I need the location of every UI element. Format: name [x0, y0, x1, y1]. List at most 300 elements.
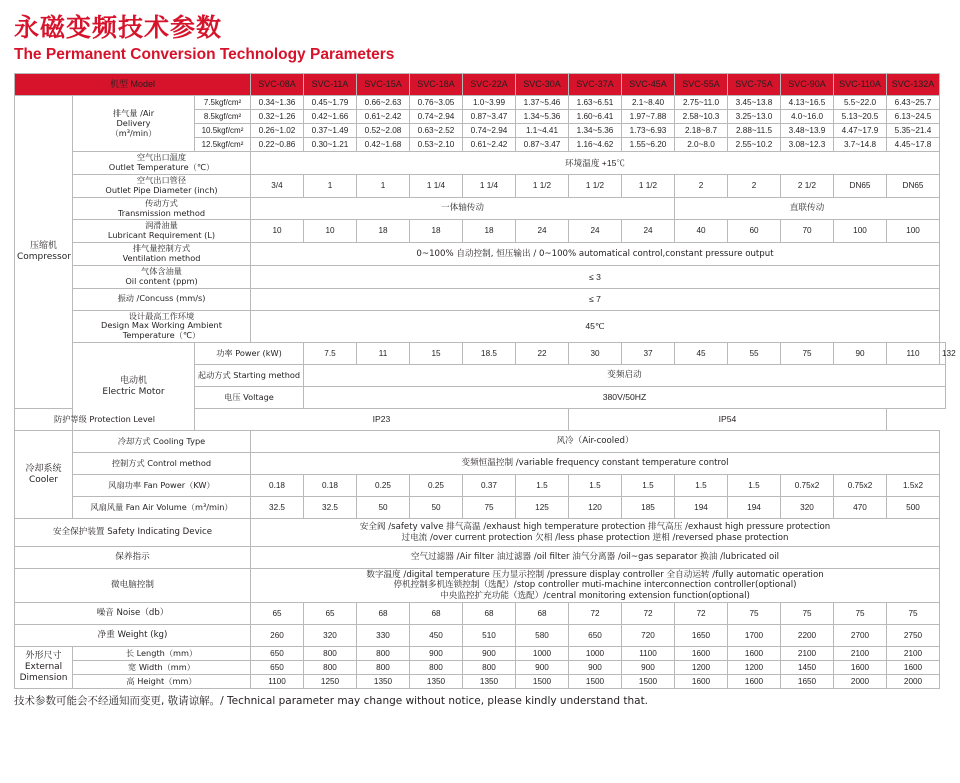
cell: 1650	[781, 674, 834, 688]
cell: 2.55~10.2	[728, 138, 781, 152]
cell: 2100	[887, 646, 940, 660]
delivery-label-mid: Delivery	[116, 117, 151, 128]
cell: 4.45~17.8	[887, 138, 940, 152]
model-col-0: SVC-08A	[251, 74, 304, 96]
group-dimension-cn: 外形尺寸	[25, 651, 62, 662]
table-row-transmission	[15, 197, 946, 220]
group-motor-cn: 电动机	[119, 375, 147, 386]
cell: 800	[463, 660, 516, 674]
cell: 75	[781, 602, 834, 624]
cell: 6.13~24.5	[887, 110, 940, 124]
cell: 1.5	[675, 475, 728, 497]
table-row-microcomputer	[15, 569, 946, 603]
cell: 68	[463, 602, 516, 624]
control-method-value: 变频恒温控制 /variable frequency constant temperature control	[251, 453, 940, 475]
row-label-voltage: 电压 Voltage	[195, 387, 304, 409]
row-label-concuss	[73, 288, 251, 310]
cell: 650	[569, 624, 622, 646]
cell: 0.75x2	[781, 475, 834, 497]
cell: 0.22~0.86	[251, 138, 304, 152]
table-row-maintenance	[15, 547, 946, 569]
cell: 0.76~3.05	[410, 96, 463, 110]
row-label-oil-content	[73, 265, 251, 288]
cell: 1.60~6.41	[569, 110, 622, 124]
cell: 75	[781, 343, 834, 365]
row-label-lubricant	[73, 220, 251, 243]
cell: 0.37	[463, 475, 516, 497]
cell: 900	[622, 660, 675, 674]
model-col-8: SVC-55A	[675, 74, 728, 96]
model-col-4: SVC-22A	[463, 74, 516, 96]
cell: 1350	[357, 674, 410, 688]
cell: 1.5	[569, 475, 622, 497]
cell: 18.5	[463, 343, 516, 365]
cell: 40	[675, 220, 728, 243]
cell: 120	[569, 497, 622, 519]
cell: 1 1/4	[410, 175, 463, 198]
cell: 0.52~2.08	[357, 124, 410, 138]
cell: 2.1~8.40	[622, 96, 675, 110]
cell: 1.16~4.62	[569, 138, 622, 152]
table-row-protection-level	[15, 409, 946, 431]
cell: 72	[675, 602, 728, 624]
row-label-length: 长 Length（mm）	[73, 646, 251, 660]
cell: 55	[728, 343, 781, 365]
cell: 2.88~11.5	[728, 124, 781, 138]
oil-content-value: ≤ 3	[251, 265, 940, 288]
cell: 1600	[728, 646, 781, 660]
table-row-width	[15, 660, 946, 674]
cell: 50	[357, 497, 410, 519]
cell: 1.5	[516, 475, 569, 497]
cell: 0.61~2.42	[463, 138, 516, 152]
cell: 0.66~2.63	[357, 96, 410, 110]
cell: 580	[516, 624, 569, 646]
cell: 0.34~1.36	[251, 96, 304, 110]
cell: 0.25	[410, 475, 463, 497]
cell: 0.37~1.49	[304, 124, 357, 138]
cell: 1 1/2	[516, 175, 569, 198]
delivery-sub-1: 8.5kgf/cm²	[195, 110, 251, 124]
cell: 1600	[728, 674, 781, 688]
cell: 110	[887, 343, 940, 365]
ventilation-label-en: Ventilation method	[122, 252, 201, 263]
table-row-weight	[15, 624, 946, 646]
cell: 185	[622, 497, 675, 519]
ventilation-label-cn: 排气量控制方式	[132, 243, 191, 254]
cell: 60	[728, 220, 781, 243]
table-row-fan-air-volume	[15, 497, 946, 519]
delivery-sub-0: 7.5kgf/cm²	[195, 96, 251, 110]
model-col-2: SVC-15A	[357, 74, 410, 96]
row-label-noise: 噪音 Noise（db）	[15, 602, 251, 624]
page-title-cn: 永磁变频技术参数	[14, 13, 223, 42]
table-row-outlet-temp	[15, 152, 946, 175]
cell: 65	[304, 602, 357, 624]
row-label-microcomputer: 微电脑控制	[15, 569, 251, 603]
table-row-oil-content	[15, 265, 946, 288]
cell: 900	[569, 660, 622, 674]
cell: 2000	[887, 674, 940, 688]
oil-content-label-cn: 气体含油量	[141, 265, 182, 276]
starting-value: 变频启动	[304, 365, 946, 387]
ambient-label-en: Design Max Working Ambient Temperature（℃）	[101, 320, 222, 341]
delivery-label-cn: 排气量 /Air	[112, 108, 155, 119]
transmission-value-1: 一体轴传动	[251, 197, 675, 220]
cell: 0.26~1.02	[251, 124, 304, 138]
row-label-cooling-type: 冷却方式 Cooling Type	[73, 431, 251, 453]
oil-content-label-en: Oil content (ppm)	[125, 275, 198, 286]
model-col-10: SVC-90A	[781, 74, 834, 96]
group-dimension	[15, 646, 73, 688]
cell: DN65	[834, 175, 887, 198]
cell: 900	[463, 646, 516, 660]
cell: 2	[675, 175, 728, 198]
cell: 68	[357, 602, 410, 624]
cell: 450	[410, 624, 463, 646]
cell: 800	[357, 646, 410, 660]
table-row-power	[15, 343, 946, 365]
cell: 900	[410, 646, 463, 660]
cell: 68	[516, 602, 569, 624]
cell: 4.13~16.5	[781, 96, 834, 110]
cell: 0.32~1.26	[251, 110, 304, 124]
cell: 1	[357, 175, 410, 198]
cell: 1 1/2	[569, 175, 622, 198]
cell: 1000	[569, 646, 622, 660]
table-row-control-method	[15, 453, 946, 475]
voltage-value: 380V/50HZ	[304, 387, 946, 409]
cell: 1200	[728, 660, 781, 674]
transmission-label-en: Transmission method	[117, 207, 206, 218]
table-row-ventilation	[15, 243, 946, 266]
concuss-value: ≤ 7	[251, 288, 940, 310]
page-title-en: The Permanent Conversion Technology Parameters	[14, 46, 395, 64]
cell: 1100	[251, 674, 304, 688]
cell: 0.74~2.94	[463, 124, 516, 138]
cell: 800	[410, 660, 463, 674]
cell: 1700	[728, 624, 781, 646]
model-col-7: SVC-45A	[622, 74, 675, 96]
cell: 10	[251, 220, 304, 243]
cell: 11	[357, 343, 410, 365]
table-row-height	[15, 674, 946, 688]
row-label-fan-power: 风扇功率 Fan Power（KW）	[73, 475, 251, 497]
cell: 2700	[834, 624, 887, 646]
cell: 1250	[304, 674, 357, 688]
cell: 75	[834, 602, 887, 624]
specification-table	[14, 73, 956, 689]
cell: 5.5~22.0	[834, 96, 887, 110]
cell: 3.45~13.8	[728, 96, 781, 110]
cell: 4.0~16.0	[781, 110, 834, 124]
cell: 75	[463, 497, 516, 519]
cell: 1.5x2	[887, 475, 940, 497]
cell: 24	[569, 220, 622, 243]
cell: 900	[516, 660, 569, 674]
cell: 1.73~6.93	[622, 124, 675, 138]
cell: 0.87~3.47	[516, 138, 569, 152]
cell: 10	[304, 220, 357, 243]
cell: 125	[516, 497, 569, 519]
group-dimension-en: External Dimension	[19, 662, 68, 683]
cell: 132	[940, 343, 946, 365]
cell: DN65	[887, 175, 940, 198]
cell: 3.25~13.0	[728, 110, 781, 124]
cell: 2100	[781, 646, 834, 660]
cell: 100	[834, 220, 887, 243]
cell: 1.34~5.36	[569, 124, 622, 138]
cell: 0.30~1.21	[304, 138, 357, 152]
cell: 470	[834, 497, 887, 519]
row-label-width: 宽 Width（mm）	[73, 660, 251, 674]
cell: 1500	[569, 674, 622, 688]
table-row-ambient	[15, 310, 946, 343]
cell: 75	[887, 602, 940, 624]
cell: 1450	[781, 660, 834, 674]
model-col-5: SVC-30A	[516, 74, 569, 96]
cell: 0.53~2.10	[410, 138, 463, 152]
protection-level-value-2: IP54	[569, 409, 887, 431]
cell: 1650	[675, 624, 728, 646]
group-compressor-en: Compressor	[17, 252, 71, 263]
cell: 800	[357, 660, 410, 674]
cell: 1 1/2	[622, 175, 675, 198]
cooling-type-value: 风冷（Air-cooled）	[251, 431, 940, 453]
row-label-delivery	[73, 96, 195, 152]
delivery-sub-3: 12.5kgf/cm²	[195, 138, 251, 152]
cell: 0.25	[357, 475, 410, 497]
cell: 1500	[516, 674, 569, 688]
cell: 0.63~2.52	[410, 124, 463, 138]
table-row-concuss	[15, 288, 946, 310]
cell: 24	[516, 220, 569, 243]
lubricant-label-en: Lubricant Requirement (L)	[107, 230, 216, 241]
cell: 2200	[781, 624, 834, 646]
cell: 320	[781, 497, 834, 519]
cell: 5.35~21.4	[887, 124, 940, 138]
cell: 72	[569, 602, 622, 624]
cell: 1600	[675, 674, 728, 688]
table-row-outlet-pipe	[15, 175, 946, 198]
outlet-pipe-label-en: Outlet Pipe Diameter (inch)	[105, 184, 218, 195]
cell: 320	[304, 624, 357, 646]
cell: 1350	[463, 674, 516, 688]
table-row-delivery-1	[15, 96, 946, 110]
cell: 1.37~5.46	[516, 96, 569, 110]
model-col-12: SVC-132A	[887, 74, 940, 96]
model-col-11: SVC-110A	[834, 74, 887, 96]
cell: 70	[781, 220, 834, 243]
row-label-ambient	[73, 310, 251, 343]
cell: 2000	[834, 674, 887, 688]
cell: 260	[251, 624, 304, 646]
table-row-length	[15, 646, 946, 660]
row-label-fan-air-volume: 风扇风量 Fan Air Volume（m³/min）	[73, 497, 251, 519]
group-motor-en: Electric Motor	[102, 386, 165, 397]
cell: 330	[357, 624, 410, 646]
cell: 1500	[622, 674, 675, 688]
cell: 1000	[516, 646, 569, 660]
model-col-3: SVC-18A	[410, 74, 463, 96]
group-compressor-cn: 压缩机	[29, 241, 57, 252]
cell: 18	[410, 220, 463, 243]
cell: 6.43~25.7	[887, 96, 940, 110]
group-cooler-cn: 冷却系统	[25, 463, 62, 474]
safety-line-1: 安全阀 /safety valve 排气高温 /exhaust high temperature protection 排气高压 /exhaust high pressure protection	[359, 522, 831, 533]
cell: 72	[622, 602, 675, 624]
cell: 3.7~14.8	[834, 138, 887, 152]
ambient-label-cn: 设计最高工作环境	[128, 310, 195, 321]
transmission-label-cn: 传动方式	[145, 197, 178, 208]
table-row-cooling-type	[15, 431, 946, 453]
cell: 510	[463, 624, 516, 646]
cell: 68	[410, 602, 463, 624]
outlet-temp-value: 环境温度 +15℃	[251, 152, 940, 175]
row-label-safety: 安全保护装置 Safety Indicating Device	[15, 519, 251, 547]
protection-level-value-1: IP23	[195, 409, 569, 431]
cell: 24	[622, 220, 675, 243]
cell: 2100	[834, 646, 887, 660]
lubricant-label-cn: 润滑油量	[145, 220, 178, 231]
cell: 2.75~11.0	[675, 96, 728, 110]
safety-line-2: 过电流 /over current protection 欠相 /less phase protection 逆相 /reversed phase protection	[401, 532, 789, 543]
microcomputer-line-2: 停机控制多机连锁控制（选配）/stop controller muti-machine interconnection controller(optional)	[393, 580, 797, 591]
model-header: 机型 Model	[15, 74, 251, 96]
cell: 2 1/2	[781, 175, 834, 198]
ambient-value: 45℃	[251, 310, 940, 343]
row-label-protection-level: 防护等级 Protection Level	[15, 409, 195, 431]
cell: 720	[622, 624, 675, 646]
cell: 2.18~8.7	[675, 124, 728, 138]
table-row-fan-power	[15, 475, 946, 497]
cell: 2.58~10.3	[675, 110, 728, 124]
cell: 1600	[675, 646, 728, 660]
cell: 15	[410, 343, 463, 365]
cell: 100	[887, 220, 940, 243]
maintenance-value: 空气过滤器 /Air filter 油过滤器 /oil filter 油气分离器 /oil~gas separator 换油 /lubricated oil	[251, 547, 940, 569]
row-label-starting: 起动方式 Starting method	[195, 365, 304, 387]
table-header-row	[15, 74, 946, 96]
ventilation-value: 0~100% 自动控制, 恒压输出 / 0~100% automatical control,constant pressure output	[251, 243, 940, 266]
cell: 0.87~3.47	[463, 110, 516, 124]
row-label-outlet-pipe	[73, 175, 251, 198]
cell: 1100	[622, 646, 675, 660]
cell: 0.74~2.94	[410, 110, 463, 124]
cell: 1.5	[622, 475, 675, 497]
table-row-noise	[15, 602, 946, 624]
cell: 1200	[675, 660, 728, 674]
row-label-height: 高 Height（mm）	[73, 674, 251, 688]
row-label-outlet-temp	[73, 152, 251, 175]
row-label-weight: 净重 Weight (kg)	[15, 624, 251, 646]
cell: 1600	[887, 660, 940, 674]
concuss-label-cn: 振动 /Concuss (mm/s)	[117, 293, 206, 304]
cell: 0.45~1.79	[304, 96, 357, 110]
cell: 50	[410, 497, 463, 519]
group-cooler	[15, 431, 73, 519]
cell: 800	[304, 646, 357, 660]
table-row-lubricant	[15, 220, 946, 243]
cell: 2.0~8.0	[675, 138, 728, 152]
cell: 1350	[410, 674, 463, 688]
delivery-sub-2: 10.5kgf/cm²	[195, 124, 251, 138]
footer-note: 技术参数可能会不经通知而变更, 敬请谅解。/ Technical parameter may change without notice, please kindly understand that.	[14, 694, 649, 707]
cell: 1.1~4.41	[516, 124, 569, 138]
cell: 194	[675, 497, 728, 519]
model-col-9: SVC-75A	[728, 74, 781, 96]
cell: 30	[569, 343, 622, 365]
cell: 650	[251, 646, 304, 660]
cell: 32.5	[304, 497, 357, 519]
cell: 1.34~5.36	[516, 110, 569, 124]
cell: 650	[251, 660, 304, 674]
row-label-maintenance: 保养指示	[15, 547, 251, 569]
cell: 0.42~1.68	[357, 138, 410, 152]
cell: 5.13~20.5	[834, 110, 887, 124]
row-label-power: 功率 Power (kW)	[195, 343, 304, 365]
cell: 65	[251, 602, 304, 624]
cell: 3/4	[251, 175, 304, 198]
microcomputer-value	[251, 569, 940, 603]
cell: 0.61~2.42	[357, 110, 410, 124]
cell: 800	[304, 660, 357, 674]
cell: 0.18	[251, 475, 304, 497]
cell: 3.48~13.9	[781, 124, 834, 138]
cell: 1.5	[728, 475, 781, 497]
outlet-temp-label-cn: 空气出口温度	[136, 152, 187, 163]
cell: 75	[728, 602, 781, 624]
cell: 45	[675, 343, 728, 365]
model-col-6: SVC-37A	[569, 74, 622, 96]
cell: 1 1/4	[463, 175, 516, 198]
outlet-pipe-label-cn: 空气出口管径	[136, 175, 187, 186]
row-label-control-method: 控制方式 Control method	[73, 453, 251, 475]
cell: 1.55~6.20	[622, 138, 675, 152]
transmission-value-2: 直联传动	[675, 197, 940, 220]
cell: 1	[304, 175, 357, 198]
model-col-1: SVC-11A	[304, 74, 357, 96]
cell: 2	[728, 175, 781, 198]
cell: 4.47~17.9	[834, 124, 887, 138]
row-label-ventilation	[73, 243, 251, 266]
microcomputer-line-1: 数字温度 /digital temperature 压力显示控制 /pressure display controller 全自动运转 /fully automatic operation	[366, 570, 824, 581]
cell: 18	[357, 220, 410, 243]
cell: 1.63~6.51	[569, 96, 622, 110]
cell: 18	[463, 220, 516, 243]
group-cooler-en: Cooler	[28, 474, 59, 485]
cell: 0.75x2	[834, 475, 887, 497]
group-compressor	[15, 96, 73, 409]
cell: 3.08~12.3	[781, 138, 834, 152]
table-row-safety	[15, 519, 946, 547]
cell: 32.5	[251, 497, 304, 519]
cell: 22	[516, 343, 569, 365]
cell: 0.18	[304, 475, 357, 497]
cell: 1600	[834, 660, 887, 674]
outlet-temp-label-en: Outlet Temperature（℃）	[108, 162, 215, 173]
cell: 7.5	[304, 343, 357, 365]
cell: 2750	[887, 624, 940, 646]
row-label-transmission	[73, 197, 251, 220]
cell: 37	[622, 343, 675, 365]
microcomputer-line-3: 中央监控扩充功能（选配）/central monitoring extension function(optional)	[440, 590, 750, 601]
delivery-label-unit: （m³/min）	[110, 127, 157, 138]
cell: 1.0~3.99	[463, 96, 516, 110]
cell: 0.42~1.66	[304, 110, 357, 124]
safety-value	[251, 519, 940, 547]
cell: 194	[728, 497, 781, 519]
